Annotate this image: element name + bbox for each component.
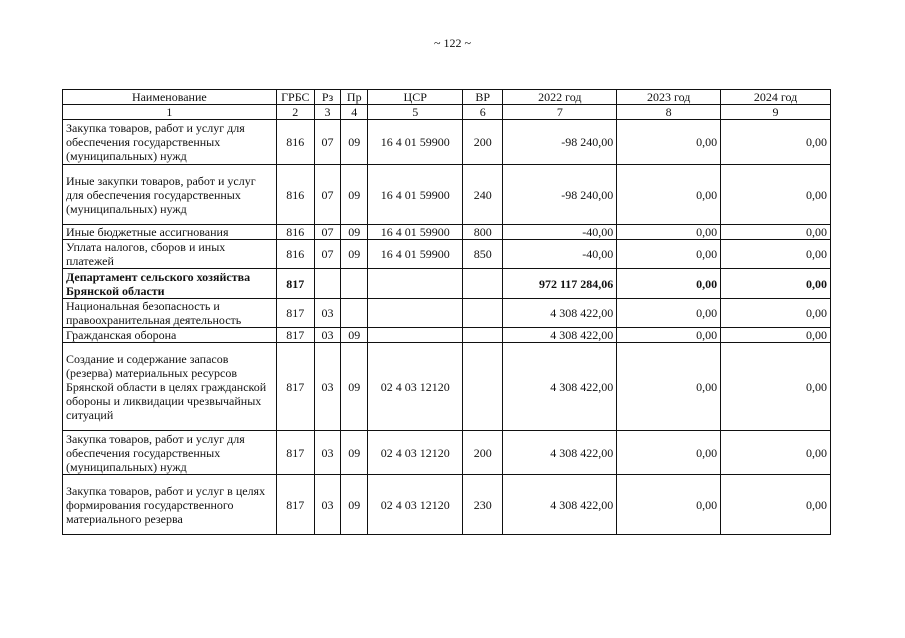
vr-cell — [463, 269, 503, 299]
pr-cell: 09 — [341, 225, 368, 240]
row-name: Иные бюджетные ассигнования — [63, 225, 277, 240]
grbs-cell: 816 — [276, 120, 314, 165]
rz-cell: 07 — [314, 225, 340, 240]
row-name: Уплата налогов, сборов и иных платежей — [63, 240, 277, 269]
csr-cell: 02 4 03 12120 — [368, 343, 463, 431]
vr-cell: 200 — [463, 120, 503, 165]
vr-cell — [463, 343, 503, 431]
header-cell: ГРБС — [276, 90, 314, 105]
csr-cell — [368, 299, 463, 328]
amount-2022: -40,00 — [503, 225, 617, 240]
column-number: 2 — [276, 105, 314, 120]
row-name: Создание и содержание запасов (резерва) материальных ресурсов Брянской области в целях гражданской обороны и ликвидации чрезвычайных ситуаций — [63, 343, 277, 431]
header-cell: ВР — [463, 90, 503, 105]
pr-cell: 09 — [341, 120, 368, 165]
column-number: 8 — [617, 105, 721, 120]
amount-2022: 4 308 422,00 — [503, 475, 617, 535]
grbs-cell: 817 — [276, 269, 314, 299]
amount-2024: 0,00 — [721, 120, 831, 165]
amount-2022: -98 240,00 — [503, 165, 617, 225]
grbs-cell: 817 — [276, 299, 314, 328]
column-number: 1 — [63, 105, 277, 120]
amount-2022: -40,00 — [503, 240, 617, 269]
vr-cell: 230 — [463, 475, 503, 535]
amount-2024: 0,00 — [721, 343, 831, 431]
amount-2023: 0,00 — [617, 475, 721, 535]
amount-2023: 0,00 — [617, 431, 721, 475]
rz-cell: 03 — [314, 299, 340, 328]
row-name: Иные закупки товаров, работ и услуг для обеспечения государственных (муниципальных) нужд — [63, 165, 277, 225]
amount-2024: 0,00 — [721, 225, 831, 240]
amount-2024: 0,00 — [721, 299, 831, 328]
amount-2024: 0,00 — [721, 431, 831, 475]
rz-cell: 03 — [314, 475, 340, 535]
pr-cell: 09 — [341, 431, 368, 475]
amount-2023: 0,00 — [617, 269, 721, 299]
pr-cell: 09 — [341, 328, 368, 343]
column-number: 7 — [503, 105, 617, 120]
grbs-cell: 817 — [276, 475, 314, 535]
amount-2024: 0,00 — [721, 240, 831, 269]
rz-cell: 03 — [314, 328, 340, 343]
header-cell: Рз — [314, 90, 340, 105]
row-name: Департамент сельского хозяйства Брянской области — [63, 269, 277, 299]
header-cell: Пр — [341, 90, 368, 105]
csr-cell: 16 4 01 59900 — [368, 225, 463, 240]
column-number: 4 — [341, 105, 368, 120]
table-row — [63, 328, 831, 343]
csr-cell — [368, 269, 463, 299]
vr-cell: 800 — [463, 225, 503, 240]
row-name: Национальная безопасность и правоохранительная деятельность — [63, 299, 277, 328]
rz-cell: 03 — [314, 343, 340, 431]
vr-cell: 850 — [463, 240, 503, 269]
header-cell: 2023 год — [617, 90, 721, 105]
header-cell: 2022 год — [503, 90, 617, 105]
amount-2022: 4 308 422,00 — [503, 328, 617, 343]
column-number: 9 — [721, 105, 831, 120]
table-row — [63, 225, 831, 240]
column-number: 6 — [463, 105, 503, 120]
table-row — [63, 299, 831, 328]
column-number-row — [63, 105, 831, 120]
page-number: ~ 122 ~ — [434, 36, 471, 50]
pr-cell: 09 — [341, 165, 368, 225]
row-name: Закупка товаров, работ и услуг для обеспечения государственных (муниципальных) нужд — [63, 120, 277, 165]
amount-2022: 4 308 422,00 — [503, 299, 617, 328]
amount-2022: 4 308 422,00 — [503, 343, 617, 431]
rz-cell: 07 — [314, 120, 340, 165]
header-cell: ЦСР — [368, 90, 463, 105]
amount-2022: 4 308 422,00 — [503, 431, 617, 475]
rz-cell: 07 — [314, 165, 340, 225]
header-cell: Наименование — [63, 90, 277, 105]
amount-2024: 0,00 — [721, 269, 831, 299]
csr-cell: 16 4 01 59900 — [368, 165, 463, 225]
grbs-cell: 817 — [276, 343, 314, 431]
table-row — [63, 431, 831, 475]
amount-2022: 972 117 284,06 — [503, 269, 617, 299]
amount-2024: 0,00 — [721, 328, 831, 343]
header-row — [63, 90, 831, 105]
rz-cell: 07 — [314, 240, 340, 269]
table-row — [63, 165, 831, 225]
grbs-cell: 816 — [276, 165, 314, 225]
grbs-cell: 816 — [276, 225, 314, 240]
pr-cell: 09 — [341, 343, 368, 431]
rz-cell — [314, 269, 340, 299]
amount-2023: 0,00 — [617, 225, 721, 240]
grbs-cell: 817 — [276, 328, 314, 343]
csr-cell — [368, 328, 463, 343]
amount-2023: 0,00 — [617, 328, 721, 343]
csr-cell: 02 4 03 12120 — [368, 431, 463, 475]
csr-cell: 16 4 01 59900 — [368, 120, 463, 165]
rz-cell: 03 — [314, 431, 340, 475]
column-number: 5 — [368, 105, 463, 120]
pr-cell: 09 — [341, 475, 368, 535]
pr-cell — [341, 269, 368, 299]
row-name: Закупка товаров, работ и услуг для обеспечения государственных (муниципальных) нужд — [63, 431, 277, 475]
amount-2024: 0,00 — [721, 475, 831, 535]
table-row — [63, 475, 831, 535]
amount-2023: 0,00 — [617, 299, 721, 328]
grbs-cell: 816 — [276, 240, 314, 269]
header-cell: 2024 год — [721, 90, 831, 105]
amount-2023: 0,00 — [617, 343, 721, 431]
amount-2024: 0,00 — [721, 165, 831, 225]
grbs-cell: 817 — [276, 431, 314, 475]
amount-2023: 0,00 — [617, 240, 721, 269]
pr-cell — [341, 299, 368, 328]
column-number: 3 — [314, 105, 340, 120]
vr-cell: 200 — [463, 431, 503, 475]
table-row — [63, 240, 831, 269]
amount-2022: -98 240,00 — [503, 120, 617, 165]
row-name: Закупка товаров, работ и услуг в целях формирования государственного материального резерва — [63, 475, 277, 535]
amount-2023: 0,00 — [617, 165, 721, 225]
row-name: Гражданская оборона — [63, 328, 277, 343]
csr-cell: 16 4 01 59900 — [368, 240, 463, 269]
amount-2023: 0,00 — [617, 120, 721, 165]
budget-table — [62, 89, 831, 535]
table-row — [63, 269, 831, 299]
vr-cell: 240 — [463, 165, 503, 225]
vr-cell — [463, 299, 503, 328]
csr-cell: 02 4 03 12120 — [368, 475, 463, 535]
table-row — [63, 343, 831, 431]
pr-cell: 09 — [341, 240, 368, 269]
table-row — [63, 120, 831, 165]
vr-cell — [463, 328, 503, 343]
